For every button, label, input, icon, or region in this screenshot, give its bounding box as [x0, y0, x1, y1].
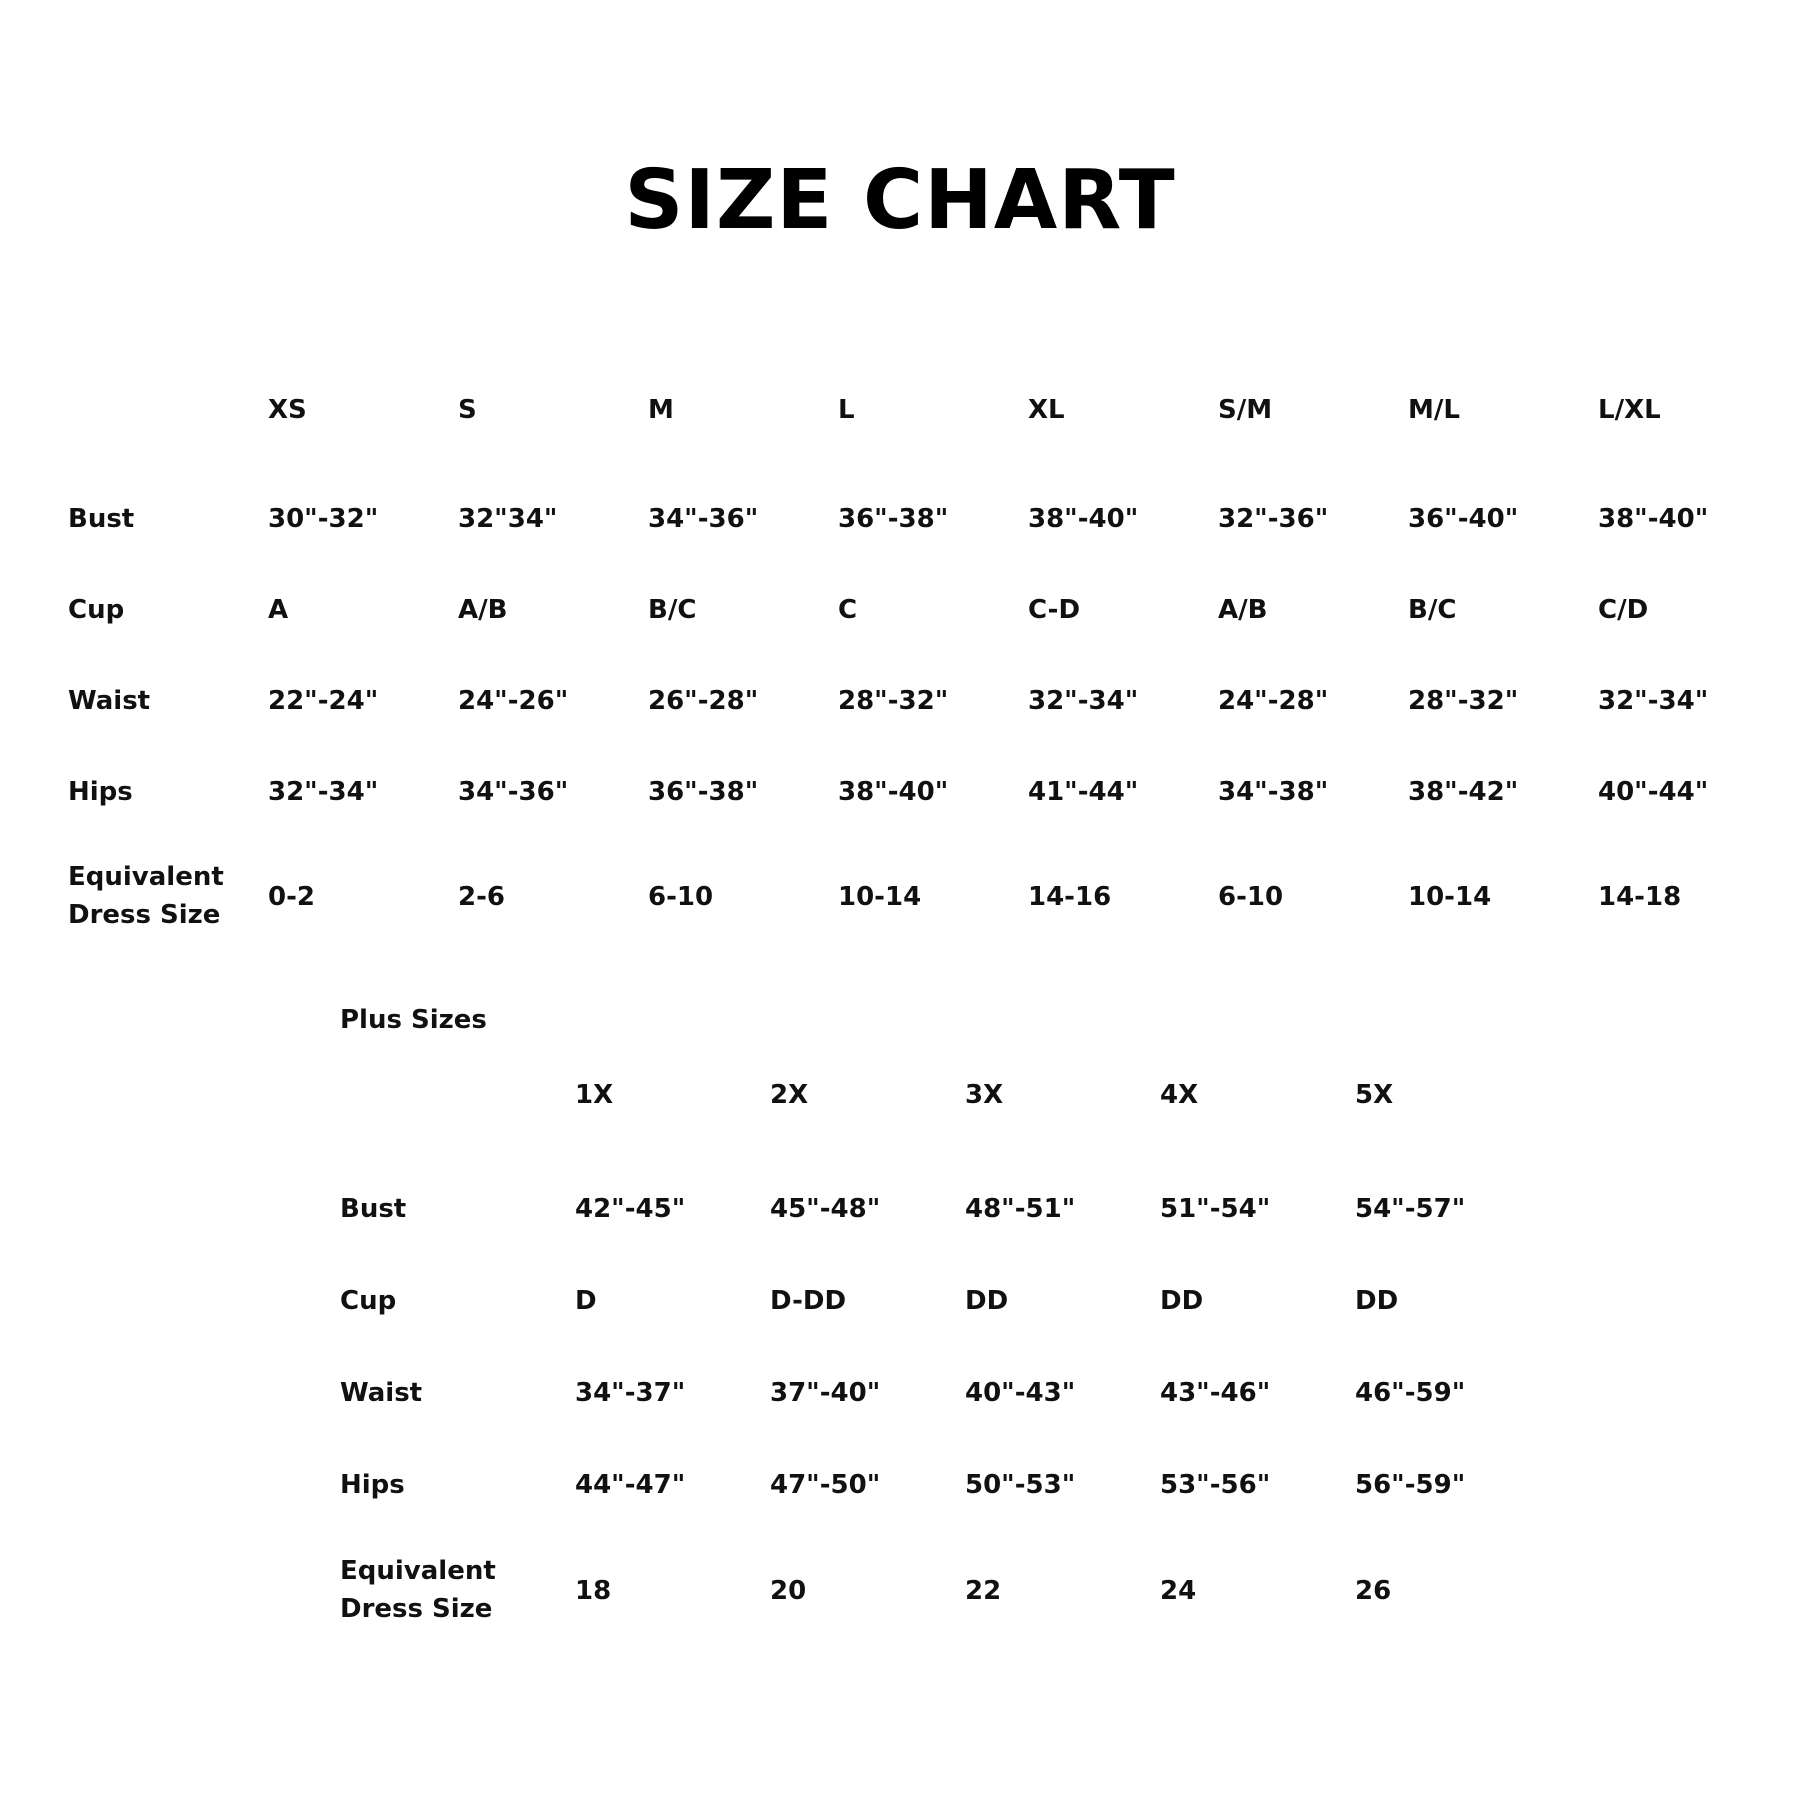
cell-dress-3x: 22 — [965, 1576, 1002, 1606]
table-row — [340, 1531, 1550, 1651]
cell-dress-1x: 18 — [575, 1576, 612, 1606]
row-label-line2: Dress Size — [340, 1594, 493, 1624]
cell-bust-ml: 36"-40" — [1408, 503, 1519, 534]
cell-hips-4x: 53"-56" — [1160, 1470, 1271, 1500]
cell-waist-sm: 24"-28" — [1218, 685, 1329, 716]
cell-hips-xs: 32"-34" — [268, 776, 379, 807]
cell-cup-m: B/C — [648, 594, 697, 625]
cell-waist-s: 24"-26" — [458, 685, 569, 716]
cell-dress-xs: 0-2 — [268, 882, 315, 912]
cell-hips-2x: 47"-50" — [770, 1470, 881, 1500]
column-header-5x: 5X — [1355, 1080, 1394, 1110]
corner-cell — [68, 395, 268, 473]
cell-cup-xs: A — [268, 594, 289, 625]
cell-bust-xs: 30"-32" — [268, 503, 379, 534]
cell-cup-1x: D — [575, 1286, 597, 1316]
cell-bust-xl: 38"-40" — [1028, 503, 1139, 534]
column-header-1x: 1X — [575, 1080, 614, 1110]
cell-dress-5x: 26 — [1355, 1576, 1392, 1606]
cell-dress-m: 6-10 — [648, 882, 714, 912]
table-row — [68, 746, 1788, 837]
row-label-hips-plus: Hips — [340, 1470, 405, 1500]
cell-hips-3x: 50"-53" — [965, 1470, 1076, 1500]
cell-bust-s: 32"34" — [458, 503, 558, 534]
row-label-waist: Waist — [68, 685, 151, 716]
cell-waist-l: 28"-32" — [838, 685, 949, 716]
cell-waist-xs: 22"-24" — [268, 685, 379, 716]
cell-waist-3x: 40"-43" — [965, 1378, 1076, 1408]
cell-bust-sm: 32"-36" — [1218, 503, 1329, 534]
cell-cup-ml: B/C — [1408, 594, 1457, 625]
column-header-l: L — [838, 395, 855, 425]
row-label-waist-plus: Waist — [340, 1378, 423, 1408]
plus-size-table — [340, 1080, 1550, 1651]
cell-cup-s: A/B — [458, 594, 508, 625]
column-header-lxl: L/XL — [1598, 395, 1661, 425]
row-label-line1: Equivalent — [68, 862, 224, 893]
row-label-cup: Cup — [68, 594, 125, 625]
row-label-line1: Equivalent — [340, 1556, 496, 1587]
cell-hips-sm: 34"-38" — [1218, 776, 1329, 807]
cell-cup-4x: DD — [1160, 1286, 1204, 1316]
table-row — [68, 655, 1788, 746]
table-header-row — [340, 1080, 1550, 1163]
cell-dress-4x: 24 — [1160, 1576, 1197, 1606]
cell-hips-l: 38"-40" — [838, 776, 949, 807]
cell-cup-3x: DD — [965, 1286, 1009, 1316]
row-label-line2: Dress Size — [68, 900, 221, 930]
cell-bust-l: 36"-38" — [838, 503, 949, 534]
row-label-bust: Bust — [68, 503, 135, 534]
column-header-xl: XL — [1028, 395, 1065, 425]
cell-waist-4x: 43"-46" — [1160, 1378, 1271, 1408]
cell-hips-s: 34"-36" — [458, 776, 569, 807]
cell-dress-xl: 14-16 — [1028, 882, 1112, 912]
table-row — [340, 1163, 1550, 1255]
cell-dress-l: 10-14 — [838, 882, 922, 912]
cell-dress-lxl: 14-18 — [1598, 882, 1682, 912]
table-row — [340, 1347, 1550, 1439]
cell-waist-lxl: 32"-34" — [1598, 685, 1709, 716]
column-header-2x: 2X — [770, 1080, 809, 1110]
table-row — [68, 473, 1788, 564]
cell-bust-4x: 51"-54" — [1160, 1194, 1271, 1224]
row-label-cup-plus: Cup — [340, 1286, 397, 1316]
corner-cell-plus — [340, 1080, 575, 1163]
row-label-equivalent-dress-size — [68, 837, 268, 957]
cell-bust-5x: 54"-57" — [1355, 1194, 1466, 1224]
standard-size-table — [68, 395, 1788, 957]
column-header-4x: 4X — [1160, 1080, 1199, 1110]
cell-bust-3x: 48"-51" — [965, 1194, 1076, 1224]
cell-hips-ml: 38"-42" — [1408, 776, 1519, 807]
table-row — [68, 837, 1788, 957]
column-header-3x: 3X — [965, 1080, 1004, 1110]
cell-hips-1x: 44"-47" — [575, 1470, 686, 1500]
cell-bust-m: 34"-36" — [648, 503, 759, 534]
cell-hips-m: 36"-38" — [648, 776, 759, 807]
cell-dress-sm: 6-10 — [1218, 882, 1284, 912]
cell-cup-5x: DD — [1355, 1286, 1399, 1316]
cell-dress-2x: 20 — [770, 1576, 807, 1606]
cell-cup-sm: A/B — [1218, 594, 1268, 625]
cell-hips-xl: 41"-44" — [1028, 776, 1139, 807]
table-row — [340, 1439, 1550, 1531]
cell-waist-2x: 37"-40" — [770, 1378, 881, 1408]
row-label-hips: Hips — [68, 776, 133, 807]
cell-dress-s: 2-6 — [458, 882, 505, 912]
page-title: SIZE CHART — [624, 153, 1176, 248]
cell-waist-m: 26"-28" — [648, 685, 759, 716]
cell-waist-5x: 46"-59" — [1355, 1378, 1466, 1408]
column-header-sm: S/M — [1218, 395, 1273, 425]
cell-cup-2x: D-DD — [770, 1286, 847, 1316]
column-header-s: S — [458, 395, 477, 425]
cell-bust-2x: 45"-48" — [770, 1194, 881, 1224]
column-header-m: M — [648, 395, 674, 425]
row-label-bust-plus: Bust — [340, 1194, 407, 1224]
row-label-equivalent-dress-size-plus — [340, 1531, 575, 1651]
cell-hips-5x: 56"-59" — [1355, 1470, 1466, 1500]
table-row — [68, 564, 1788, 655]
cell-hips-lxl: 40"-44" — [1598, 776, 1709, 807]
cell-bust-lxl: 38"-40" — [1598, 503, 1709, 534]
cell-bust-1x: 42"-45" — [575, 1194, 686, 1224]
cell-cup-l: C — [838, 594, 858, 625]
plus-sizes-caption: Plus Sizes — [340, 1005, 487, 1035]
cell-cup-xl: C-D — [1028, 594, 1081, 625]
cell-waist-1x: 34"-37" — [575, 1378, 686, 1408]
column-header-ml: M/L — [1408, 395, 1460, 425]
cell-waist-xl: 32"-34" — [1028, 685, 1139, 716]
cell-dress-ml: 10-14 — [1408, 882, 1492, 912]
table-row — [340, 1255, 1550, 1347]
cell-cup-lxl: C/D — [1598, 594, 1649, 625]
table-header-row — [68, 395, 1788, 473]
cell-waist-ml: 28"-32" — [1408, 685, 1519, 716]
column-header-xs: XS — [268, 395, 307, 425]
